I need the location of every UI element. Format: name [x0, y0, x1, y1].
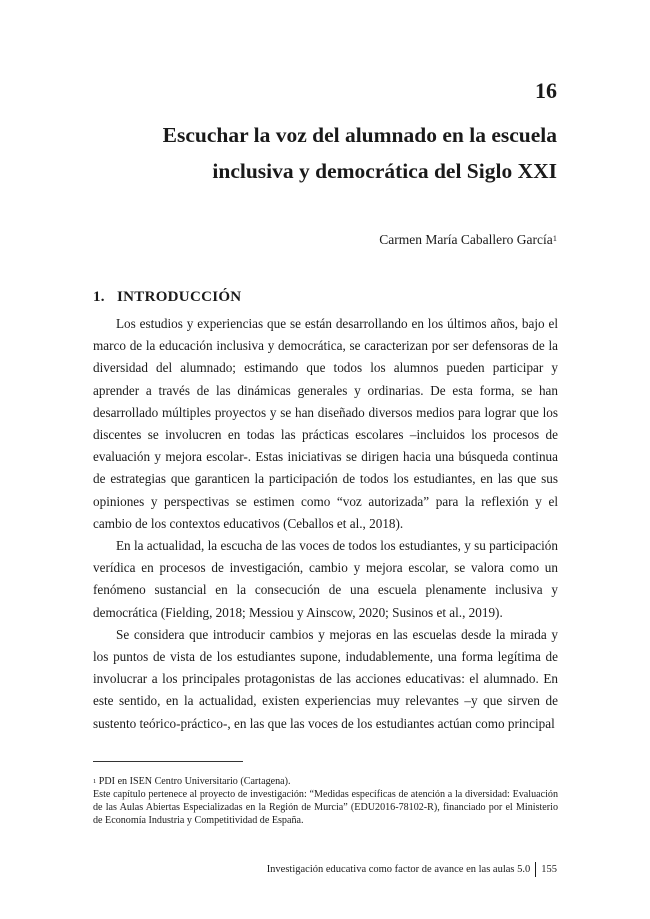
chapter-title-line-2: inclusiva y democrática del Siglo XXI [212, 159, 557, 183]
footnote-mark: 1 [93, 778, 97, 785]
author-footnote-mark: 1 [552, 233, 557, 243]
footer-book-title: Investigación educativa como factor de avance en las aulas 5.0 [266, 863, 531, 875]
footnote-project: Este capítulo pertenece al proyecto de investigación: “Medidas específicas de atención a la diversidad: Evaluación de las Aulas Abiertas Especializadas en la Región de Murcia” (EDU2016-78102-R), financiado por el Ministerio de Economía Industria y Competitividad de España. [93, 789, 558, 827]
author-line [379, 231, 557, 249]
chapter-title [87, 117, 557, 189]
paragraph-3: Se considera que introducir cambios y mejoras en las escuelas desde la mirada y los puntos de vista de los estudiantes supone, indudablemente, una forma legítima de involucrar a los principales protagonistas de las acciones educativas: el alumnado. En este sentido, en la actualidad, existen experiencias muy relevantes –y que sirven de sustento teórico-práctico-, en las que las voces de los estudiantes actúan como principal [93, 626, 558, 731]
body-text [93, 313, 558, 735]
section-heading: 1. INTRODUCCIÓN [93, 289, 242, 305]
footer-separator [535, 862, 536, 877]
page-number: 155 [541, 863, 557, 875]
page-footer [267, 862, 557, 877]
footnotes [93, 775, 558, 827]
footnote-divider [93, 761, 243, 762]
footnote-1 [93, 775, 558, 788]
footnote-affiliation: PDI en ISEN Centro Universitario (Cartagena). [98, 776, 291, 787]
paragraph-2: En la actualidad, la escucha de las voces de todos los estudiantes, y su participación verídica en procesos de investigación, cambio y mejora escolar, se valora como un fenómeno sustancial en la consecución de una escuela plenamente inclusiva y democrática (Fielding, 2018; Messiou y Ainscow, 2020; Susinos et al., 2019). [93, 538, 558, 620]
chapter-title-line-1: Escuchar la voz del alumnado en la escuela [162, 123, 557, 147]
author-name: Carmen María Caballero García [379, 232, 553, 247]
chapter-number: 16 [535, 78, 557, 103]
paragraph-1: Los estudios y experiencias que se están desarrollando en los últimos años, bajo el marco de la educación inclusiva y democrática, se caracterizan por ser defensoras de la diversidad del alumnado; estimando que todos los alumnos pueden participar y aprender a través de las dinámicas generales y ordinarias. De esta forma, se han desarrollado múltiples proyectos y se han diseñado diversos medios para lograr que los discentes se involucren en todas las prácticas escolares –incluidos los procesos de evaluación y mejora escolar-. Estas iniciativas se dirigen hacia una búsqueda continua de estrategias que garanticen la participación de todos los estudiantes, en las que sus opiniones y perspectivas se estimen como “voz autorizada” para la reflexión y el cambio de los contextos educativos (Ceballos et al., 2018). [93, 316, 558, 531]
